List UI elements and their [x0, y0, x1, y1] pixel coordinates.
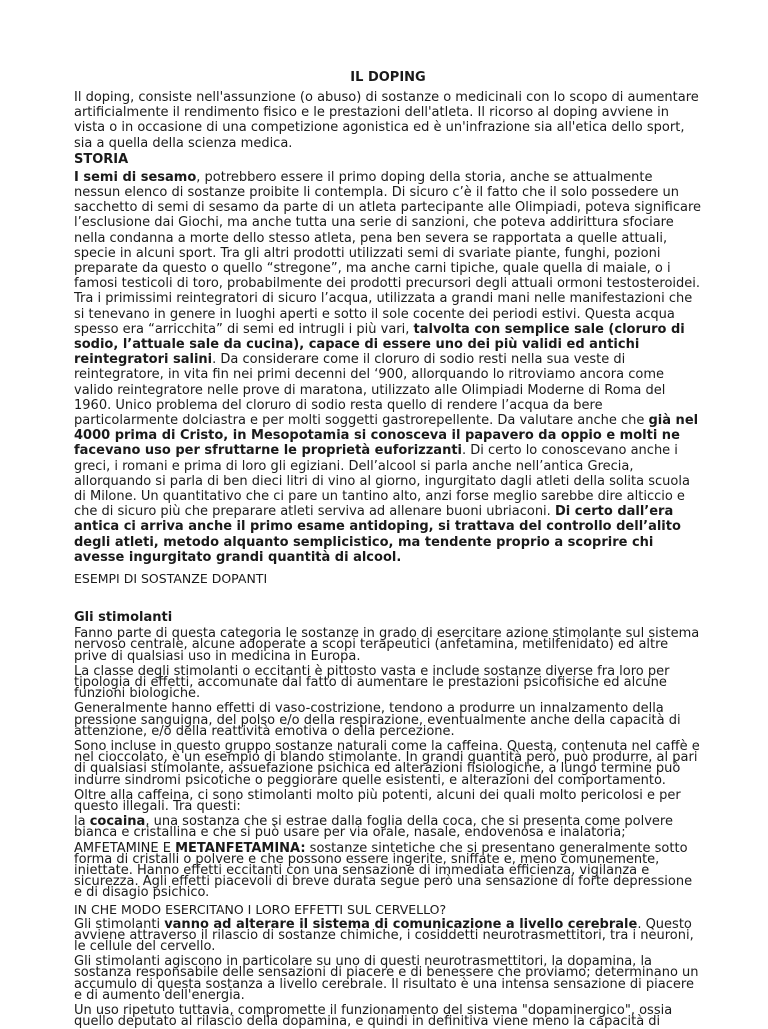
text-run: AMFETAMINE E: [74, 840, 176, 856]
bold-text: talvolta con semplice sale (cloruro di sodio, l’attuale sale da cucina), capace di essere uno dei più validi ed antichi reintegratori salini: [74, 321, 685, 368]
bold-text: vanno ad alterare il sistema di comunicazione a livello cerebrale: [164, 916, 638, 932]
intro-paragraph: Il doping, consiste nell'assunzione (o abuso) di sostanze o medicinali con lo scopo di aumentare artificialmente il rendimento fisico e le prestazioni dell'atleta. Il ricorso al doping avviene in vista o in occasione di una competizione agonistica ed è un'infrazione sia all'etica dello sport, sia a quella della scienza medica.: [74, 90, 699, 151]
document-title: IL DOPING: [350, 70, 426, 85]
text-run: . Di certo lo conoscevano anche i greci, i romani e prima di loro gli egiziani. Dell’alcool si parla anche nell’antica Grecia, allorquando si parla di ben dieci litri di vino al giorno, ingurgitato dagli atleti della solita scuola di Milone. Un quantitativo che ci pare un tantino alto, anzi forse meglio sarebbe dire alticcio e che di sicuro più che preparare atleti serviva ad allenare buoni ubriaconi.: [74, 443, 690, 520]
storia-heading: STORIA: [74, 151, 129, 167]
stimolanti-paragraph-3: Generalmente hanno effetti di vaso-costrizione, tendono a produrre un innalzamento della pressione sanguigna, del polso e/o della respirazione, eventualmente anche della capacità di attenzione, e/o della reattività emotiva o della percezione.: [74, 701, 681, 739]
stimolanti-paragraph-1: Fanno parte di questa categoria le sostanze in grado di esercitare azione stimolante sul sistema nervoso centrale, alcune adoperate a scopi terapeutici (anfetamina, metilfenidato) ed altre prive di qualsiasi uso in medicina in Europa.: [74, 626, 700, 664]
storia-paragraph: [74, 170, 702, 565]
stimolanti-paragraph-2: La classe degli stimolanti o eccitanti è pittosto vasta e include sostanze diverse fra loro per tipologia di effetti, accomunate dal fatto di aumentare le prestazioni psicofisiche ed alcune funzioni biologiche.: [74, 663, 670, 702]
bold-text: Di certo dall’era antica ci arriva anche il primo esame antidoping, si trattava del controllo dell’alito degli atleti, metodo alquanto semplicistico, ma tendente proprio a scoprire chi avesse ingurgitato grandi quantità di alcool.: [74, 504, 681, 565]
cervello-paragraph-1: [74, 916, 702, 954]
cervello-paragraph-2: Gli stimolanti agiscono in particolare su uno di questi neurotrasmettitori, la dopamina, la sostanza responsabile delle sensazioni di piacere e di benessere che proviamo; determinano un accumulo di questa sostanza a livello cerebrale. Il risultato è una intensa sensazione di piacere e di aumento dell'energia.: [74, 954, 699, 1003]
cervello-question: IN CHE MODO ESERCITANO I LORO EFFETTI SUL CERVELLO?: [74, 901, 447, 917]
stimolanti-heading: Gli stimolanti: [74, 610, 173, 626]
esempi-heading: ESEMPI DI SOSTANZE DOPANTI: [74, 571, 268, 587]
bold-text: già nel 4000 prima di Cristo, in Mesopotamia si conosceva il papavero da oppio e molti ne facevano uso per sfruttarne le proprietà euforizzanti: [74, 413, 699, 459]
text-run: la: [74, 814, 90, 830]
amfetamine-paragraph: [74, 840, 702, 901]
stimolanti-paragraph-5: Oltre alla caffeina, ci sono stimolanti molto più potenti, alcuni dei quali molto pericolosi e per questo illegali. Tra questi:: [74, 787, 681, 814]
bold-text: I semi di sesamo: [74, 169, 197, 185]
text-run: . Da considerare come il cloruro di sodio resti nella sua veste di reintegratore, in vita fin nei primi decenni del ‘900, allorquando lo ritroviamo ancora come valido reintegratore nelle prove di maratona, utilizzato alle Olimpiadi Moderne di Roma del 1960. Unico problema del cloruro di sodio resta quello di rendere l’acqua da bere particolarmente dolciastra e per molti soggetti gastrorepellente. Da valutare anche che: [74, 352, 666, 429]
text-run: , potrebbero essere il primo doping della storia, anche se attualmente nessun elenco di sostanze proibite li contempla. Di sicuro c’è il fatto che il solo possedere un sacchetto di semi di sesamo da parte di un atleta partecipante alle Olimpiadi, poteva significare l’esclusione dai Giochi, ma anche tutta una serie di sanzioni, che poteva addirittura sfociare nella condanna a morte dello stesso atleta, pena ben severa se rapportata a quelle attuali, specie in alcuni sport. Tra gli altri prodotti utilizzati semi di svariate piante, funghi, pozioni preparate da questo o quello “stregone”, ma anche carni tipiche, quale quella di maiale, o i famosi testicoli di toro, probabilmente dei prodotti precursori degli attuali ormoni testosteroidei. Tra i primissimi reintegratori di sicuro l’acqua, utilizzata a grandi mani nelle manifestazioni che si tenevano in genere in luoghi aperti e sotto il sole cocente dei periodi estivi. Questa acqua spesso era “arricchita” di semi ed intrugli i più vari,: [74, 169, 702, 337]
bold-text: cocaina: [89, 814, 146, 830]
text-run: sostanze sintetiche che si presentano generalmente sotto forma di cristalli o polvere e che possono essere ingerite, sniffate e, meno comunemente, iniettate. Hanno effetti eccitanti con una sensazione di immediata efficienza, vigilanza e sicurezza. Agli effetti piacevoli di breve durata segue però una sensazione di forte depressione e di disagio psichico.: [74, 840, 693, 901]
text-run: , una sostanza che si estrae dalla foglia della coca, che si presenta come polvere bianca e cristallina e che si può usare per via orale, nasale, endovenosa e inalatoria;: [74, 814, 673, 841]
bold-text: METANFETAMINA:: [175, 840, 306, 856]
cocaina-paragraph: [74, 814, 702, 841]
cervello-paragraph-3: Un uso ripetuto tuttavia, compromette il funzionamento del sistema "dopaminergico", ossia quello deputato al rilascio della dopamina, e quindi in definitiva viene meno la capacità di: [74, 1002, 673, 1029]
text-run: Gli stimolanti: [74, 916, 165, 932]
stimolanti-paragraph-4: Sono incluse in questo gruppo sostanze naturali come la caffeina. Questa, contenuta nel caffè e nel cioccolato, è un esempio di blando stimolante. In grandi quantità però, può produrre, al pari di qualsiasi stimolante, assuefazione psichica ed alterazioni fisiologiche, a lungo termine può indurre sindromi psicotiche o peggiorare quelle esistenti, e alterazioni del comportamento.: [74, 738, 700, 788]
text-run: . Questo avviene attraverso il rilascio di sostanze chimiche, i cosiddetti neurotrasmettitori, tra i neuroni, le cellule del cervello.: [74, 916, 694, 954]
